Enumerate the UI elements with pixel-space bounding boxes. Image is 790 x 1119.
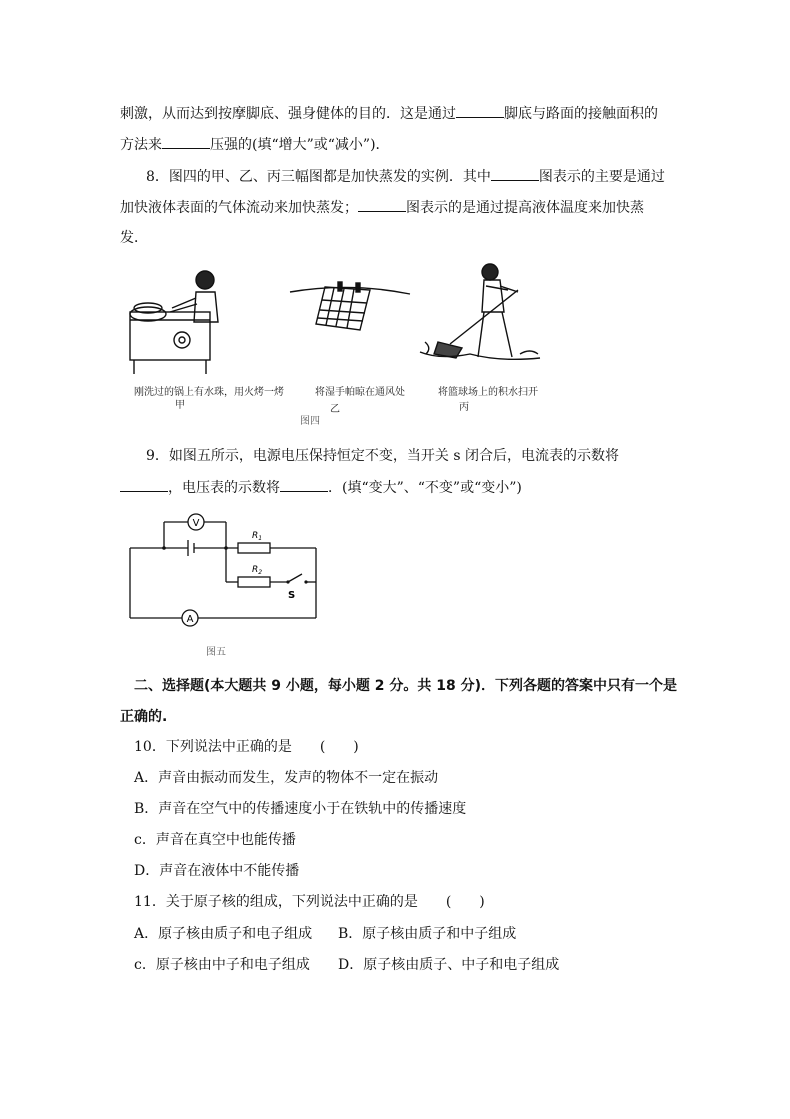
q7-text: 脚底与路面的接触面积的: [504, 106, 658, 122]
q7-line1: [120, 103, 658, 124]
q8-line1: [146, 166, 665, 187]
q10-option-a[interactable]: A．声音由振动而发生，发声的物体不一定在振动: [134, 770, 439, 786]
switch-symbol: [288, 574, 302, 582]
q7-text: 刺激，从而达到按摩脚底、强身健体的目的．这是通过: [120, 106, 456, 122]
q9-text: 9．如图五所示，电源电压保持恒定不变，当开关 s 闭合后，电流表的示数将: [146, 448, 619, 464]
section2-heading-line2: 正确的.: [120, 709, 168, 725]
figure5-label: 图五: [206, 647, 226, 658]
answer-blank[interactable]: [120, 477, 168, 492]
man-sweeping-illustration: [420, 264, 540, 359]
figure4-illustrations: [120, 262, 570, 384]
handkerchief-on-line-illustration: [290, 282, 410, 330]
q11-option-c[interactable]: c．原子核由中子和电子组成: [134, 957, 310, 973]
resistor-r1-symbol: [238, 543, 270, 553]
q9-text: ．(填“变大”、“不变”或“变小”): [328, 480, 522, 496]
q10-option-b[interactable]: B．声音在空气中的传播速度小于在铁轨中的传播速度: [134, 801, 467, 817]
figure4-label-bing: 丙: [459, 402, 469, 413]
q10-option-c[interactable]: c．声音在真空中也能传播: [134, 832, 296, 848]
q10-stem: 10．下列说法中正确的是 ( ): [134, 739, 359, 755]
section2-heading-line1: 二、选择题(本大题共 9 小题，每小题 2 分。共 18 分)．下列各题的答案中只有一个是: [134, 678, 678, 694]
q9-line1: [146, 446, 619, 466]
q8-text: 加快液体表面的气体流动来加快蒸发；: [120, 200, 358, 216]
answer-blank[interactable]: [456, 103, 504, 118]
q11-stem: 11．关于原子核的组成，下列说法中正确的是 ( ): [134, 894, 485, 910]
q9-text: ，电压表的示数将: [168, 480, 280, 496]
figure4-label-jia: 甲: [175, 400, 185, 411]
r1-label: $R_1$: [252, 531, 263, 542]
q11-option-d[interactable]: D．原子核由质子、中子和电子组成: [338, 957, 560, 973]
figure4-label-yi: 乙: [330, 404, 340, 415]
q8-text: 图表示的是通过提高液体温度来加快蒸: [406, 200, 644, 216]
woman-at-stove-illustration: [130, 271, 218, 374]
switch-label: S: [288, 590, 296, 601]
q11-option-a[interactable]: A．原子核由质子和电子组成: [134, 926, 313, 942]
answer-blank[interactable]: [162, 134, 210, 149]
figure5-circuit: [120, 506, 330, 636]
figure4-label: 图四: [300, 416, 320, 427]
q7-text: 方法来: [120, 137, 162, 153]
resistor-r2-symbol: [238, 577, 270, 587]
q7-line2: [120, 134, 390, 155]
q8-line3: [120, 228, 148, 248]
q8-text: 8．图四的甲、乙、丙三幅图都是加快蒸发的实例．其中: [146, 169, 491, 185]
q10-option-d[interactable]: D．声音在液体中不能传播: [134, 863, 300, 879]
q11-option-b[interactable]: B．原子核由质子和中子组成: [338, 926, 517, 942]
voltmeter-label: V: [192, 518, 200, 529]
figure4-caption-bing: 将篮球场上的积水扫开: [438, 387, 538, 398]
q9-line2: [120, 477, 522, 498]
answer-blank[interactable]: [358, 197, 406, 212]
r2-label: $R_2$: [252, 565, 263, 576]
q7-text: 压强的(填“增大”或“减小”)．: [210, 137, 390, 153]
q8-text: 图表示的主要是通过: [538, 169, 665, 185]
q8-line2: [120, 197, 644, 218]
answer-blank[interactable]: [491, 166, 539, 181]
q8-text: 发．: [120, 230, 148, 246]
answer-blank[interactable]: [280, 477, 328, 492]
ammeter-label: A: [186, 614, 194, 625]
figure4-caption-yi: 将湿手帕晾在通风处: [315, 387, 405, 398]
figure4-caption-jia: 刚洗过的锅上有水珠，用火烤一烤: [134, 387, 284, 398]
